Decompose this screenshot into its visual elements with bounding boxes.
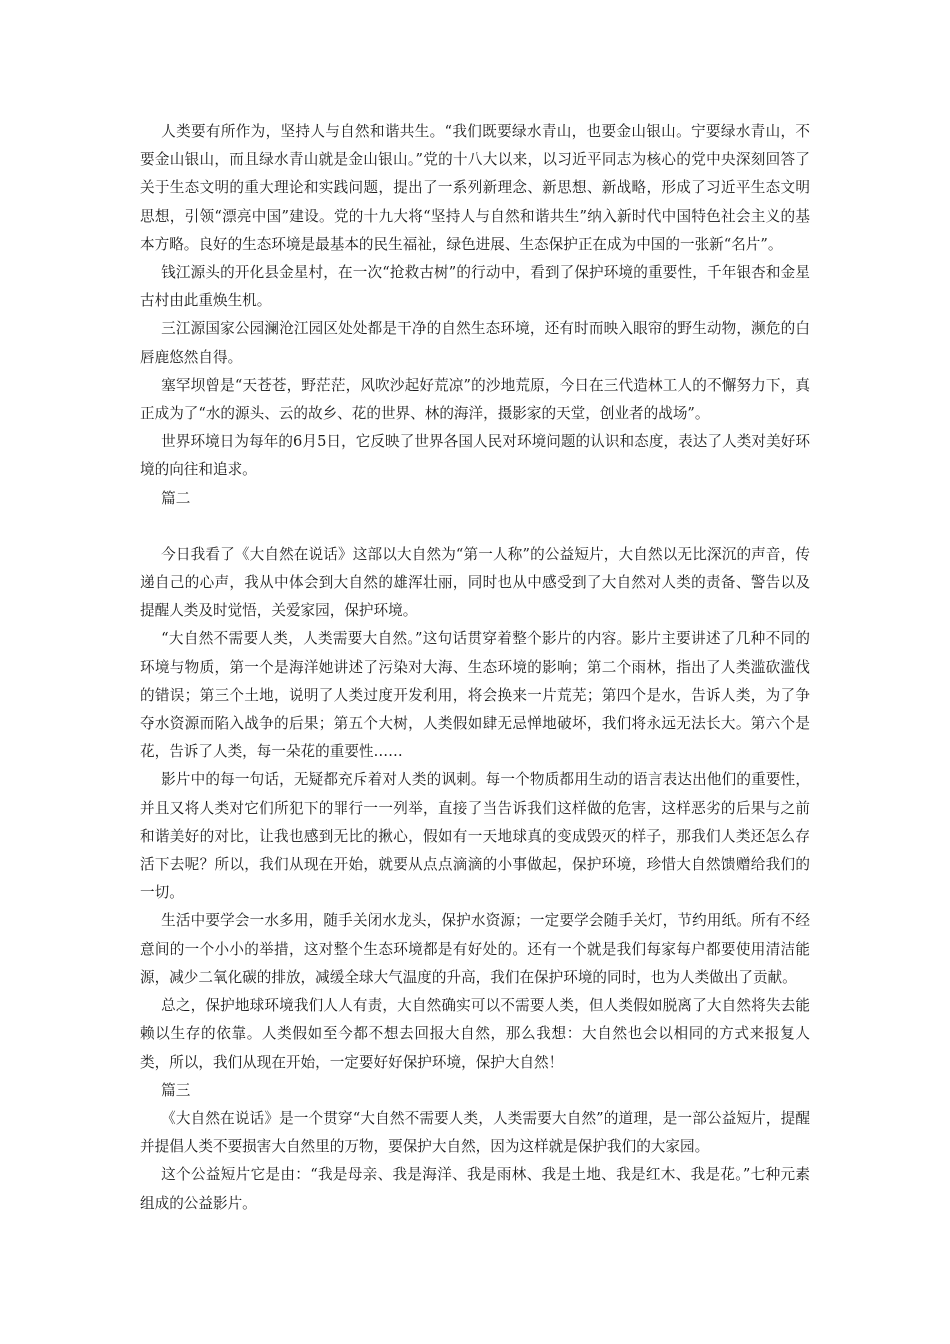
paragraph: 三江源国家公园澜沧江园区处处都是干净的自然生态环境，还有时而映入眼帘的野生动物，濒危的白唇鹿悠然自得。 [140,320,810,366]
section-heading: 篇二 [161,489,191,507]
paragraph: “大自然不需要人类，人类需要大自然。”这句话贯穿着整个影片的内容。影片主要讲述了几种不同的环境与物质，第一个是海洋她讲述了污染对大海、生态环境的影响；第二个雨林，指出了人类滥砍滥伐的错误；第三个土地，说明了人类过度开发利用，将会换来一片荒芜；第四个是水，告诉人类，为了争夺水资源而陷入战争的后果；第五个大树，人类假如肆无忌惮地破坏，我们将永远无法长大。第六个是花，告诉了人类，每一朵花的重要性…… [140,630,810,761]
document-body [140,118,810,1218]
paragraph: 影片中的每一句话，无疑都充斥着对人类的讽刺。每一个物质都用生动的语言表达出他们的重要性，并且又将人类对它们所犯下的罪行一一列举，直接了当告诉我们这样做的危害，这样恶劣的后果与之前和谐美好的对比，让我也感到无比的揪心，假如有一天地球真的变成毁灭的样子，那我们人类还怎么存活下去呢？所以，我们从现在开始，就要从点点滴滴的小事做起，保护环境，珍惜大自然馈赠给我们的一切。 [140,771,810,902]
paragraph: 这个公益短片它是由：“我是母亲、我是海洋、我是雨林、我是土地、我是红木、我是花。”七种元素组成的公益影片。 [140,1166,810,1212]
paragraph: 总之，保护地球环境我们人人有责，大自然确实可以不需要人类，但人类假如脱离了大自然将失去能赖以生存的依靠。人类假如至今都不想去回报大自然，那么我想：大自然也会以相同的方式来报复人类，所以，我们从现在开始，一定要好好保护环境，保护大自然！ [140,997,810,1071]
paragraph: 《大自然在说话》是一个贯穿“大自然不需要人类，人类需要大自然”的道理，是一部公益短片，提醒并提倡人类不要损害大自然里的万物，要保护大自然，因为这样就是保护我们的大家园。 [140,1109,810,1156]
paragraph: 钱江源头的开化县金星村，在一次“抢救古树”的行动中，看到了保护环境的重要性，千年银杏和金星古村由此重焕生机。 [140,264,810,310]
paragraph: 人类要有所作为，坚持人与自然和谐共生。“我们既要绿水青山，也要金山银山。宁要绿水青山，不要金山银山，而且绿水青山就是金山银山。”党的十八大以来，以习近平同志为核心的党中央深刻回答了关于生态文明的重大理论和实践问题，提出了一系列新理念、新思想、新战略，形成了习近平生态文明思想，引领“漂亮中国”建设。党的十九大将“坚持人与自然和谐共生”纳入新时代中国特色社会主义的基本方略。良好的生态环境是最基本的民生福祉，绿色进展、生态保护正在成为中国的一张新“名片”。 [140,123,810,253]
paragraph: 今日我看了《大自然在说话》这部以大自然为“第一人称”的公益短片，大自然以无比深沉的声音，传递自己的心声，我从中体会到大自然的雄浑壮丽，同时也从中感受到了大自然对人类的责备、警告以及提醒人类及时觉悟，关爱家园，保护环境。 [140,545,810,620]
paragraph: 生活中要学会一水多用，随手关闭水龙头，保护水资源；一定要学会随手关灯，节约用纸。所有不经意间的一个小小的举措，这对整个生态环境都是有好处的。还有一个就是我们每家每户都要使用清洁能源，减少二氧化碳的排放，减缓全球大气温度的升高，我们在保护环境的同时，也为人类做出了贡献。 [140,912,810,986]
section-heading: 篇三 [161,1081,191,1099]
paragraph: 塞罕坝曾是“天苍苍，野茫茫，风吹沙起好荒凉”的沙地荒原，今日在三代造林工人的不懈努力下，真正成为了“水的源头、云的故乡、花的世界、林的海洋，摄影家的天堂，创业者的战场”。 [140,376,810,423]
paragraph: 世界环境日为每年的6月5日，它反映了世界各国人民对环境问题的认识和态度，表达了人类对美好环境的向往和追求。 [140,433,810,479]
